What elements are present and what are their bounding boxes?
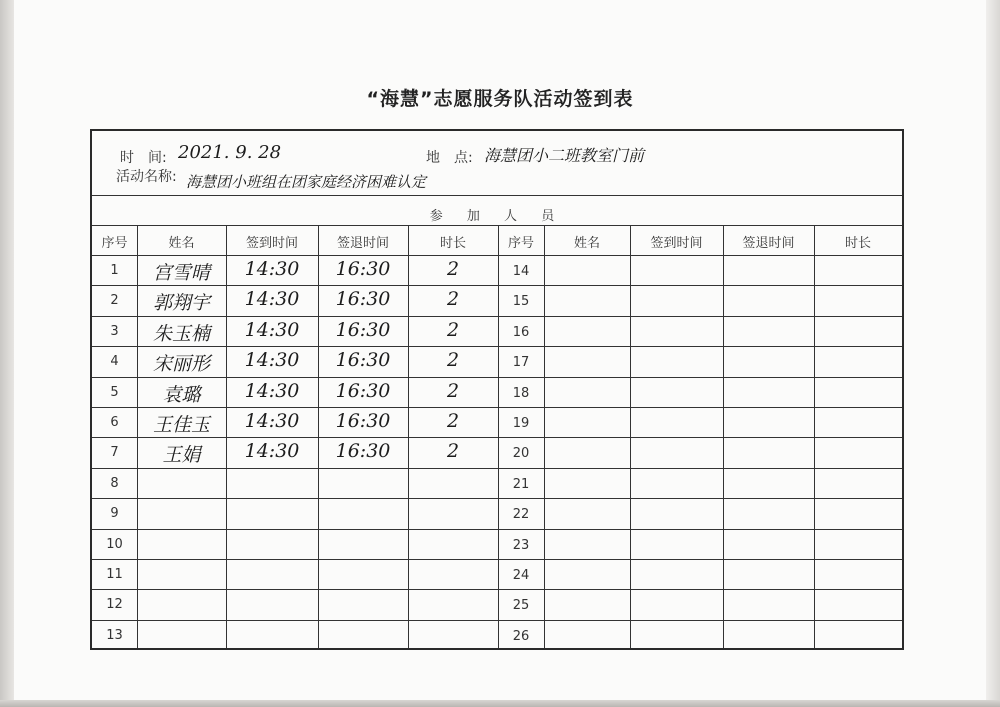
section-title: 参 加 人 员 [429, 209, 565, 224]
row-number: 23 [512, 537, 530, 553]
cell-name: 王娟 [162, 444, 201, 467]
cell-out: 16:30 [335, 410, 391, 432]
row-number: 11 [106, 567, 123, 582]
cell-in: 14:30 [244, 318, 300, 341]
cell-name: 王佳玉 [152, 414, 210, 436]
cell-name: 宋丽形 [152, 353, 210, 376]
row-number: 15 [512, 294, 530, 310]
cell-dur: 2 [446, 288, 460, 311]
column-header: 时长 [439, 236, 466, 251]
rule-row [92, 316, 902, 317]
rule-row [92, 346, 902, 347]
row-number: 9 [110, 506, 119, 522]
cell-in: 14:30 [244, 440, 300, 463]
cell-out: 16:30 [335, 349, 391, 372]
row-number: 1 [110, 263, 119, 278]
cell-dur: 2 [446, 410, 460, 432]
cell-out: 16:30 [335, 288, 391, 311]
row-number: 21 [512, 476, 530, 492]
row-number: 12 [106, 597, 123, 613]
row-number: 6 [110, 415, 119, 430]
cell-dur: 2 [446, 349, 460, 372]
row-number: 19 [512, 416, 530, 431]
rule-section-bottom [92, 225, 902, 226]
cell-in: 14:30 [244, 288, 300, 311]
activity-label: 活动名称: [116, 169, 177, 185]
cell-out: 16:30 [335, 440, 391, 463]
rule-row [92, 529, 902, 530]
cell-dur: 2 [446, 440, 460, 463]
row-number: 3 [110, 323, 119, 339]
rule-info-bottom [92, 195, 902, 196]
row-number: 20 [512, 446, 530, 462]
time-value: 2021. 9. 28 [178, 142, 282, 163]
row-number: 22 [512, 507, 530, 523]
rule-row [92, 620, 902, 621]
cell-name: 宫雪晴 [152, 262, 210, 284]
cell-out: 16:30 [335, 318, 391, 341]
rule-row [92, 498, 902, 499]
place-value: 海慧团小二班教室门前 [484, 146, 645, 165]
row-number: 10 [106, 536, 123, 552]
cell-out: 16:30 [335, 258, 391, 280]
cell-dur: 2 [446, 258, 460, 280]
column-header: 序号 [507, 236, 534, 251]
form-title: “海慧”志愿服务队活动签到表 [366, 88, 634, 110]
cell-in: 14:30 [244, 349, 300, 372]
rule-row [92, 589, 902, 590]
rule-row [92, 559, 902, 560]
column-header: 签到时间 [650, 236, 703, 251]
time-label: 时 间: [120, 150, 167, 166]
column-header: 签到时间 [245, 236, 298, 251]
cell-dur: 2 [446, 379, 460, 402]
cell-dur: 2 [446, 318, 460, 341]
cell-name: 袁璐 [162, 383, 201, 406]
rule-row [92, 407, 902, 408]
cell-name: 郭翔宇 [152, 292, 210, 315]
row-number: 25 [512, 598, 530, 614]
row-number: 2 [110, 293, 119, 309]
cell-out: 16:30 [335, 379, 391, 402]
rule-row [92, 377, 902, 378]
column-header: 序号 [101, 236, 128, 251]
cell-in: 14:30 [244, 410, 300, 432]
row-number: 13 [106, 627, 123, 643]
column-header: 签退时间 [742, 236, 795, 251]
row-number: 5 [110, 384, 119, 400]
cell-in: 14:30 [244, 379, 300, 402]
row-number: 14 [512, 264, 530, 279]
sign-in-form [90, 129, 904, 650]
column-header: 时长 [844, 236, 871, 251]
rule-row [92, 285, 902, 286]
row-number: 7 [110, 445, 119, 461]
paper-edge-bottom [0, 700, 1000, 707]
row-number: 4 [110, 354, 119, 370]
cell-in: 14:30 [244, 258, 300, 280]
row-number: 18 [512, 385, 530, 401]
rule-header-bottom [92, 255, 902, 256]
place-label: 地 点: [426, 150, 473, 166]
column-header: 签退时间 [336, 236, 389, 251]
row-number: 16 [512, 324, 530, 340]
activity-value: 海慧团小班组在团家庭经济困难认定 [186, 173, 427, 191]
column-header: 姓名 [573, 236, 600, 251]
row-number: 17 [512, 355, 530, 371]
rule-row [92, 437, 902, 438]
row-number: 8 [110, 475, 119, 491]
column-header: 姓名 [168, 236, 195, 251]
rule-row [92, 468, 902, 469]
row-number: 26 [512, 628, 530, 644]
row-number: 24 [512, 568, 530, 583]
cell-name: 朱玉楠 [152, 322, 210, 345]
